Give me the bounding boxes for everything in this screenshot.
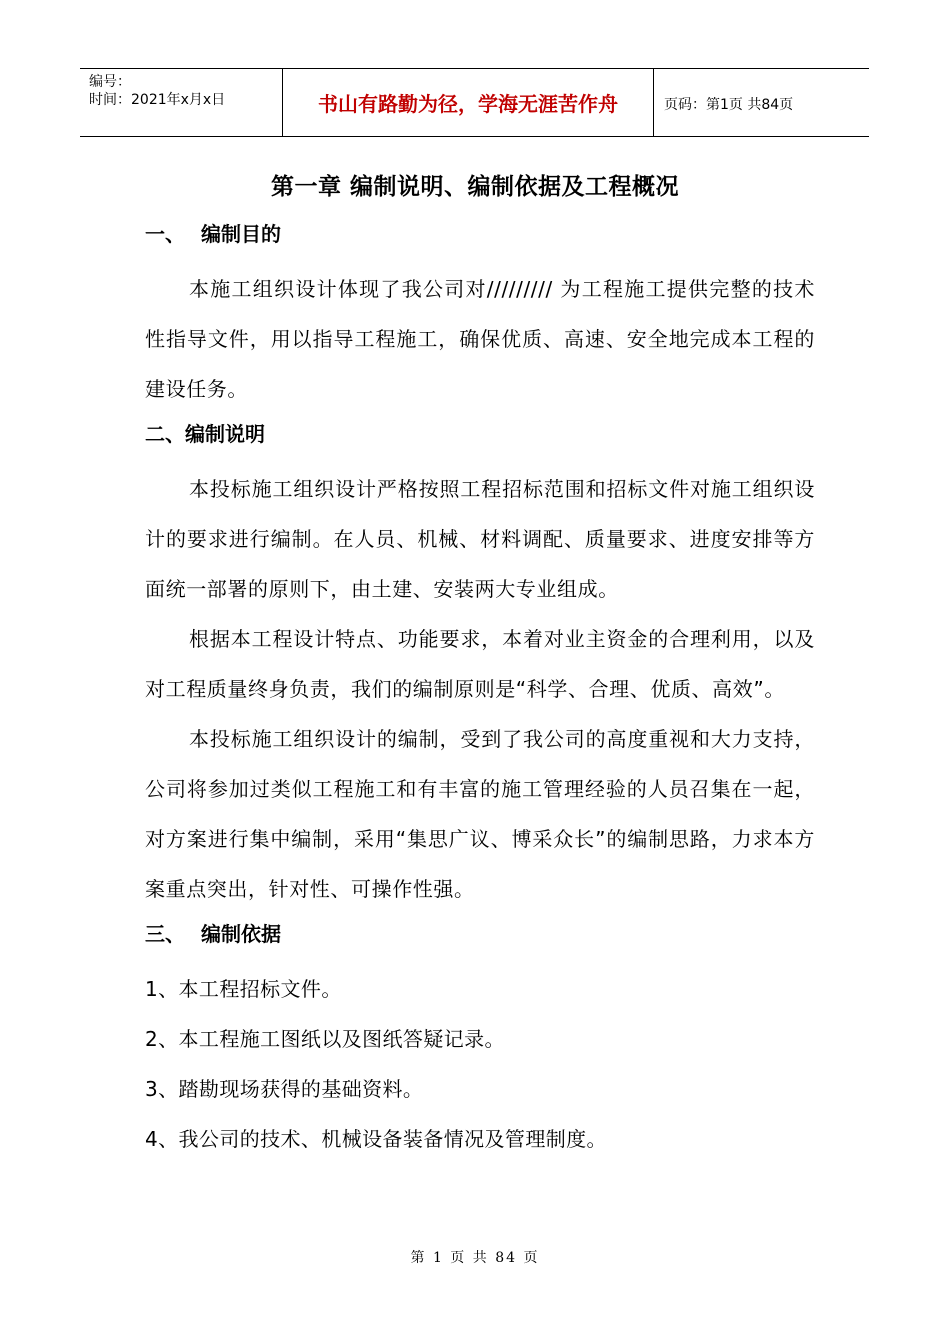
section-number: 一、 <box>145 222 185 246</box>
list-item: 2、本工程施工图纸以及图纸答疑记录。 <box>145 1027 505 1051</box>
section-heading-description: 二、编制说明 <box>145 422 265 446</box>
header-motto: 书山有路勤为径，学海无涯苦作舟 <box>283 69 654 136</box>
list-item: 3、踏勘现场获得的基础资料。 <box>145 1077 424 1101</box>
header-info-cell <box>80 69 283 136</box>
section-heading-purpose <box>145 214 815 264</box>
paragraph: 根据本工程设计特点、功能要求，本着对业主资金的合理利用，以及对工程质量终身负责，我们的编制原则是“科学、合理、优质、高效”。 <box>145 627 815 701</box>
section-title: 编制目的 <box>201 222 281 246</box>
page-footer: 第 1 页 共 84 页 <box>410 1250 540 1266</box>
list-item: 4、我公司的技术、机械设备装备情况及管理制度。 <box>145 1127 607 1151</box>
section-title: 编制依据 <box>201 922 281 946</box>
paragraph: 本投标施工组织设计的编制，受到了我公司的高度重视和大力支持，公司将参加过类似工程施工和有丰富的施工管理经验的人员召集在一起，对方案进行集中编制，采用“集思广议、博采众长”的编制思路，力求本方案重点突出，针对性、可操作性强。 <box>145 727 815 901</box>
section-heading-basis <box>145 914 815 964</box>
document-number-label: 编号： <box>89 74 131 90</box>
chapter-title: 第一章 编制说明、编制依据及工程概况 <box>270 174 679 200</box>
paragraph: 本投标施工组织设计严格按照工程招标范围和招标文件对施工组织设计的要求进行编制。在人员、机械、材料调配、质量要求、进度安排等方面统一部署的原则下，由土建、安装两大专业组成。 <box>145 477 815 601</box>
list-item: 1、本工程招标文件。 <box>145 977 342 1001</box>
document-body <box>145 214 815 1164</box>
document-date-label: 时间：2021年x月x日 <box>89 92 226 108</box>
paragraph: 本施工组织设计体现了我公司对///////// 为工程施工提供完整的技术性指导文件，用以指导工程施工，确保优质、高速、安全地完成本工程的建设任务。 <box>145 277 815 401</box>
header-page-label: 页码：第1页 共84页 <box>664 97 794 113</box>
page-header <box>80 68 869 137</box>
section-number: 三、 <box>145 922 185 946</box>
